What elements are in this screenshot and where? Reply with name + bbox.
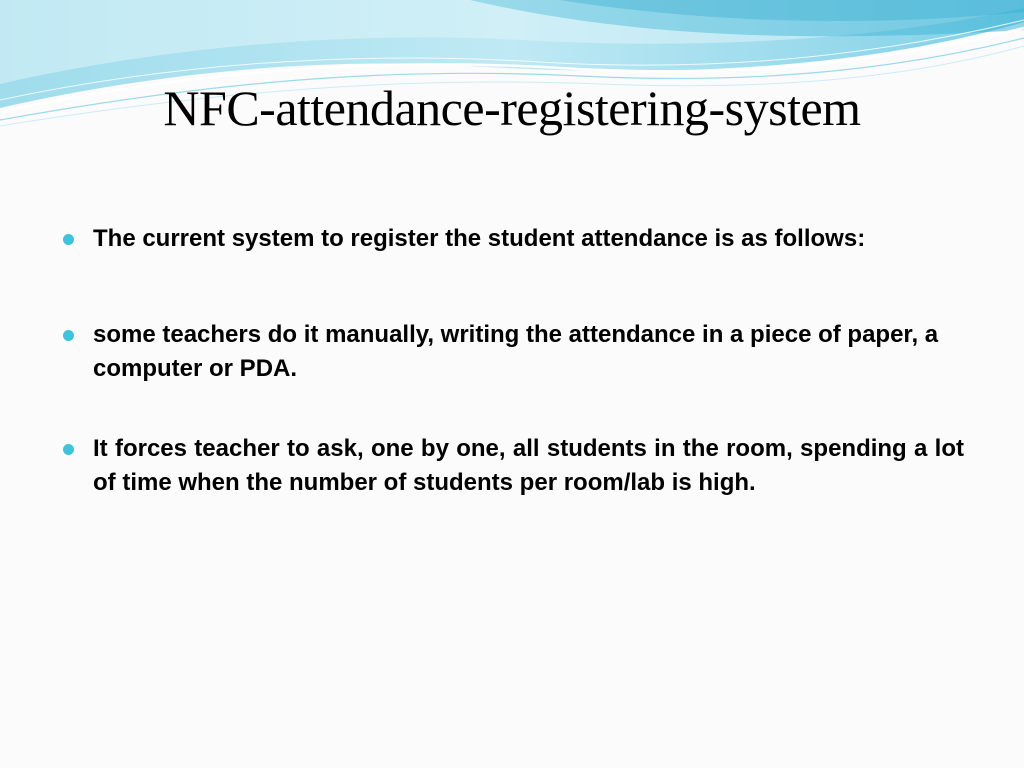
bullet-item [60,318,964,386]
bullet-text: some teachers do it manually, writing the attendance in a piece of paper, a computer or PDA. [93,321,939,382]
bullet-text: It forces teacher to ask, one by one, all students in the room, spending a lot of time when the number of students per room/lab is high. [93,435,964,496]
bullet-text: The current system to register the student attendance is as follows: [93,225,866,252]
bullet-item [60,432,964,500]
bullet-dot-icon [63,330,74,341]
bullet-item [60,222,964,256]
bullet-dot-icon [63,444,74,455]
bullet-list [60,222,964,500]
bullet-dot-icon [63,234,74,245]
slide-title: NFC-attendance-registering-system [163,80,861,136]
